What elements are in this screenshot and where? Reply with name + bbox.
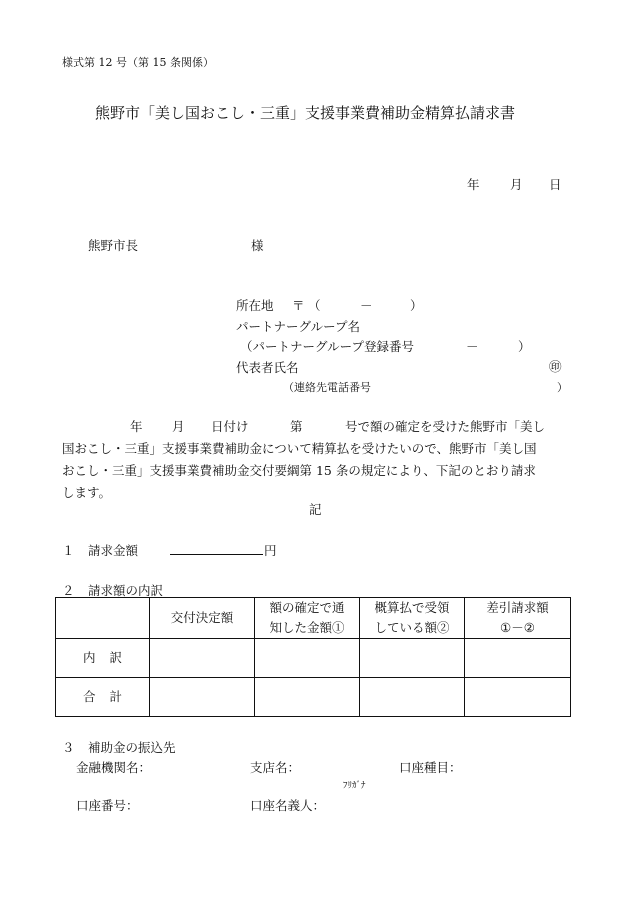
table-cell[interactable] xyxy=(255,678,360,717)
registration-close: ） xyxy=(518,339,531,354)
row-label-total: 合計 xyxy=(56,678,150,717)
table-cell[interactable] xyxy=(465,678,571,717)
table-cell[interactable] xyxy=(150,639,255,678)
table-cell[interactable] xyxy=(255,639,360,678)
address-label: 所在地 xyxy=(236,298,274,313)
table-header-row xyxy=(56,598,571,639)
paragraph-line-1: 号で額の確定を受けた熊野市「美し xyxy=(345,419,546,434)
page-title: 熊野市「美し国おこし・三重」支援事業費補助金精算払請求書 xyxy=(95,104,516,122)
paragraph-line-4: します。 xyxy=(62,485,112,500)
table-header-cell: 差引請求額 ①－② xyxy=(465,598,571,639)
bank-name-label: 金融機関名： xyxy=(76,760,152,775)
table-cell[interactable] xyxy=(360,639,465,678)
table-cell[interactable] xyxy=(150,678,255,717)
date-day: 日 xyxy=(549,177,562,192)
section-3-label: 補助金の振込先 xyxy=(88,740,176,755)
section-2-number: ２ xyxy=(62,583,75,598)
ref-number-prefix: 第 xyxy=(290,419,303,434)
date-year: 年 xyxy=(467,177,480,192)
table-row xyxy=(56,678,571,717)
table-row xyxy=(56,639,571,678)
representative-label: 代表者氏名 xyxy=(236,360,299,375)
postal-open: （ xyxy=(308,298,321,313)
section-2-label: 請求額の内訳 xyxy=(88,583,164,598)
form-number: 様式第 12 号（第 15 条関係） xyxy=(62,56,214,69)
ref-year: 年 xyxy=(130,419,143,434)
amount-unit: 円 xyxy=(264,543,277,558)
ref-month: 月 xyxy=(172,419,185,434)
postal-dash: － xyxy=(360,298,373,313)
section-3-number: ３ xyxy=(62,740,75,755)
table-header-cell: 額の確定で通 知した金額① xyxy=(255,598,360,639)
postal-close: ） xyxy=(410,298,423,313)
seal-mark: ㊞ xyxy=(549,359,562,374)
phone-close: ） xyxy=(557,381,568,394)
amount-field[interactable] xyxy=(170,538,263,555)
section-1-number: １ xyxy=(62,543,75,558)
branch-name-label: 支店名： xyxy=(250,760,301,775)
table-header-cell: 交付決定額 xyxy=(150,598,255,639)
addressee-honorific: 様 xyxy=(251,238,264,253)
table-header-cell: 概算払で受領 している額② xyxy=(360,598,465,639)
paragraph-line-2: 国おこし・三重」支援事業費補助金について精算払を受けたいので、熊野市「美し国 xyxy=(62,441,537,456)
table-header-empty xyxy=(56,598,150,639)
phone-label: （連絡先電話番号 xyxy=(283,381,371,394)
table-cell[interactable] xyxy=(360,678,465,717)
ki-heading: 記 xyxy=(309,502,322,517)
addressee-name: 熊野市長 xyxy=(88,238,139,253)
postal-mark: 〒 xyxy=(292,298,305,313)
account-type-label: 口座種目： xyxy=(399,760,462,775)
registration-label: （パートナーグループ登録番号 xyxy=(240,339,415,354)
ref-day: 日付け xyxy=(211,419,249,434)
paragraph-line-3: おこし・三重」支援事業費補助金交付要綱第 15 条の規定により、下記のとおり請求 xyxy=(62,463,536,478)
section-1-label: 請求金額 xyxy=(88,543,139,558)
date-month: 月 xyxy=(510,177,523,192)
table-cell[interactable] xyxy=(465,639,571,678)
account-number-label: 口座番号： xyxy=(76,798,139,813)
registration-dash: － xyxy=(466,339,479,354)
row-label-breakdown: 内訳 xyxy=(56,639,150,678)
group-name-label: パートナーグループ名 xyxy=(236,319,361,334)
furigana-label: ﾌﾘｶﾞﾅ xyxy=(343,781,366,791)
breakdown-table xyxy=(55,597,571,717)
account-holder-label: 口座名義人： xyxy=(250,798,326,813)
